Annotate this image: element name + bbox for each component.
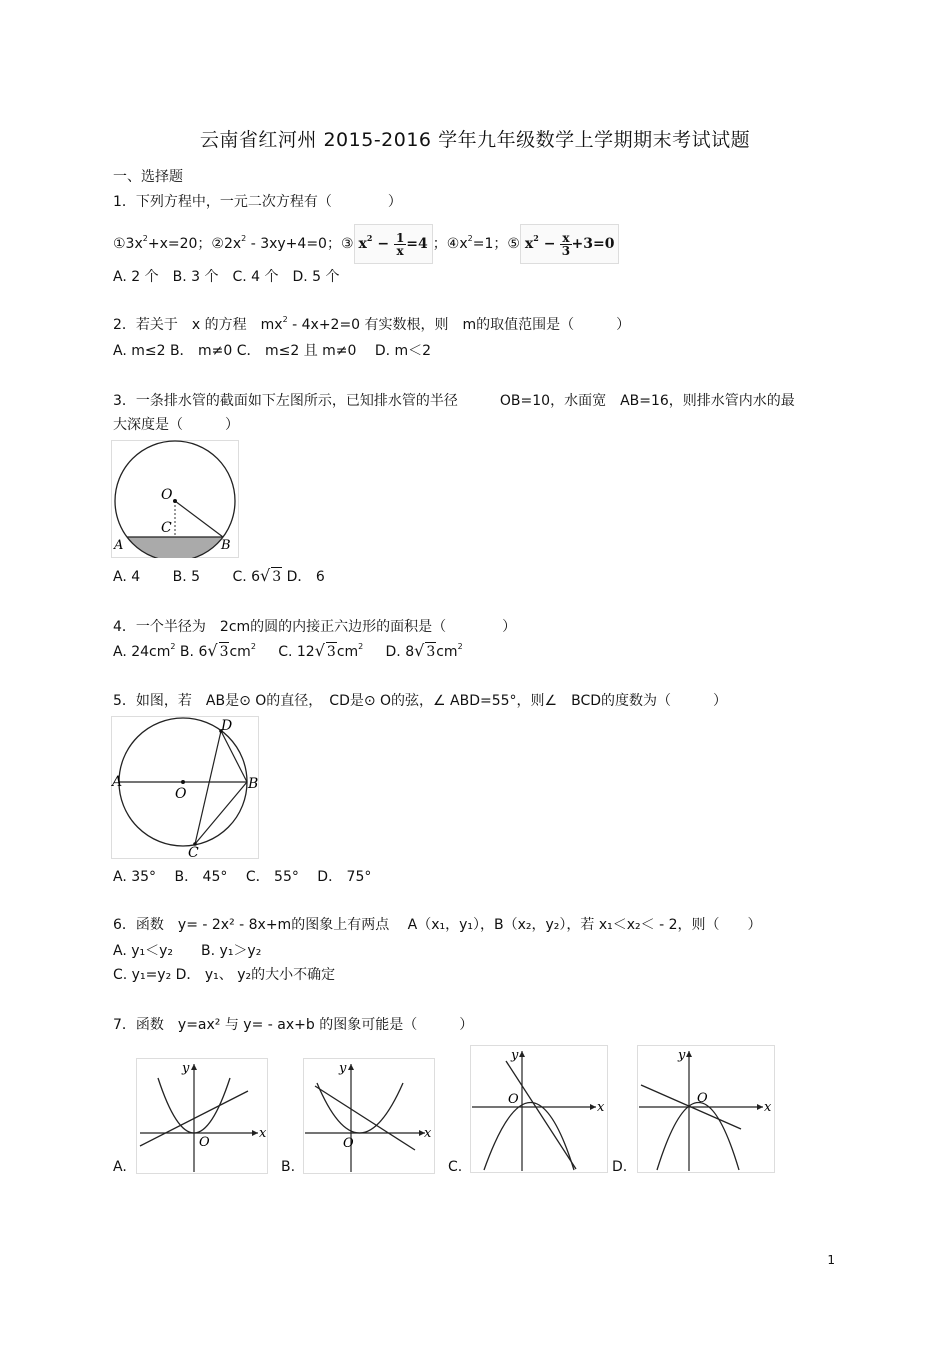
q6-options-ab: A. y₁＜y₂ B. y₁＞y₂ — [113, 943, 262, 959]
section-heading: 一、选择题 — [113, 169, 183, 185]
q5-options: A. 35° B． 45° C． 55° D． 75° — [113, 869, 372, 885]
q6-options-cd: C. y₁=y₂ D． y₁、 y₂的大小不确定 — [113, 967, 336, 983]
svg-text:y: y — [511, 1048, 519, 1063]
q5-label-o: O — [175, 786, 187, 802]
q7-option-c-label: C. — [448, 1159, 463, 1175]
q7-option-a-label: A. — [113, 1159, 127, 1175]
q3-label-b: B — [221, 538, 231, 553]
q6-stem: 6．函数 y= - 2x² - 8x+m的图象上有两点 A（x₁，y₁），B（x₂，y₂），若 x₁＜x₂＜ - 2，则（ ） — [113, 917, 762, 933]
q3-label-o: O — [161, 487, 173, 503]
q5-label-a: A — [112, 774, 123, 790]
page-title: 云南省红河州 2015-2016 学年九年级数学上学期期末考试试题 — [199, 129, 751, 151]
q3-label-c: C — [161, 520, 172, 536]
svg-text:O: O — [343, 1136, 354, 1151]
q4-stem: 4．一个半径为 2cm的圆的内接正六边形的面积是（ ） — [113, 619, 517, 635]
svg-text:x: x — [764, 1100, 772, 1115]
q7-graph-c — [470, 1045, 608, 1173]
q3-label-a: A — [114, 538, 124, 553]
q2-options: A. m≤2 B． m≠0 C． m≤2 且 m≠0 D. m＜2 — [113, 343, 432, 359]
q3-center-dot — [173, 499, 177, 503]
q1-stem: 1．下列方程中，一元二次方程有（ ） — [113, 194, 402, 210]
q5-circle-figure — [111, 716, 261, 860]
q3-pipe-figure — [111, 440, 239, 558]
q3-stem: 3．一条排水管的截面如下左图所示，已知排水管的半径 OB=10，水面宽 AB=16，则排水管内水的最 — [113, 393, 795, 409]
svg-text:x: x — [424, 1126, 432, 1141]
svg-text:x: x — [259, 1126, 267, 1141]
page-number: 1 — [827, 1253, 835, 1267]
q1-options: A. 2 个 B. 3 个 C. 4 个 D. 5 个 — [113, 269, 340, 285]
q1-eq3-image: $x^2$ − $\frac{1}{x}$ =4 — [354, 224, 433, 264]
q3-stem-cont: 大深度是（ ） — [113, 417, 239, 433]
q7-graph-b — [303, 1058, 435, 1174]
svg-text:O: O — [697, 1091, 708, 1106]
q7-graph-d — [637, 1045, 775, 1173]
q5-center-dot — [181, 780, 185, 784]
q7-stem: 7．函数 y=ax² 与 y= - ax+b 的图象可能是（ ） — [113, 1017, 474, 1033]
q7-option-d-label: D. — [612, 1159, 628, 1175]
q5-label-c: C — [188, 845, 199, 860]
q5-label-b: B — [248, 776, 259, 792]
q1-equations: $①3x^2+x=20$；$②2x^2 - 3xy+4=0$；③ $x^2$ − $\frac{1}{x}$ =4 ；$④x^2=1$；⑤ $x^2$ − $\frac{x}{3}$ +3=0 — [113, 224, 619, 264]
q3-options: A. 4 B. 5 C. 6√ 3 D． 6 — [113, 566, 325, 585]
svg-text:y: y — [678, 1048, 686, 1063]
q4-options: A. $24cm^2$ B. 6√ $3cm^2$ C. 12√ $3cm^2$ D. 8√ $3cm^2$ — [113, 641, 463, 660]
q5-label-d: D — [221, 718, 233, 734]
q1-eq5-image: $x^2$ − $\frac{x}{3}$ +3=0 — [520, 224, 620, 264]
q7-option-b-label: B. — [281, 1159, 296, 1175]
svg-text:x: x — [597, 1100, 605, 1115]
q5-stem: 5．如图，若 AB是⊙ O的直径， CD是⊙ O的弦，∠ ABD=55°，则∠ BCD的度数为（ ） — [113, 693, 728, 709]
svg-text:y: y — [339, 1061, 347, 1076]
svg-text:O: O — [199, 1135, 210, 1150]
svg-text:y: y — [182, 1061, 190, 1076]
q2-stem: 2．若关于 x 的方程 $mx^2 - 4x+2=0$ 有实数根，则 m的取值范围是（ ） — [113, 315, 631, 333]
svg-text:O: O — [508, 1092, 519, 1107]
q7-graph-a — [136, 1058, 268, 1174]
